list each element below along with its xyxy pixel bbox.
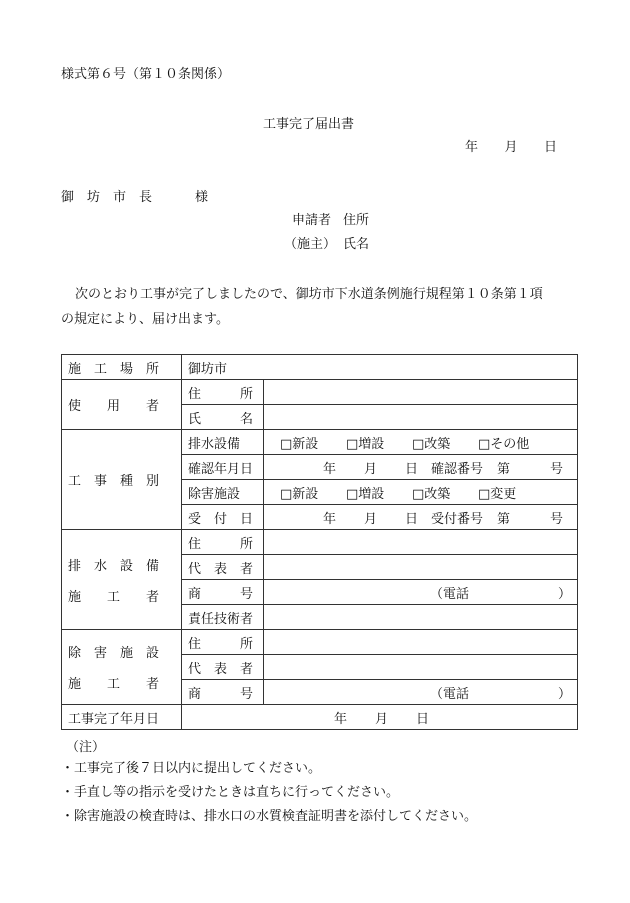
submission-date xyxy=(465,141,557,154)
applicant-address-label: 住所 xyxy=(343,213,370,228)
engineer-field[interactable] xyxy=(264,605,578,630)
removal-contractor-line-1: 除 害 施 設 xyxy=(68,646,160,661)
site-label: 施 工 場 所 xyxy=(62,355,182,380)
honorific: 様 xyxy=(195,190,209,205)
drainage-options xyxy=(264,430,578,455)
removal-contractor-address-field[interactable] xyxy=(264,630,578,655)
addressee: 御 坊 市 長 xyxy=(61,190,153,205)
removal-add-checkbox[interactable]: □増設 xyxy=(346,486,385,502)
user-name-field[interactable] xyxy=(264,405,578,430)
drainage-contractor-line-1: 排 水 設 備 xyxy=(68,558,160,574)
drainage-add-checkbox[interactable]: □増設 xyxy=(346,436,385,452)
drainage-label: 排水設備 xyxy=(182,430,264,455)
receipt-date-field[interactable] xyxy=(264,505,578,530)
completion-date-label: 工事完了年月日 xyxy=(62,705,182,730)
removal-contractor-rep-field[interactable] xyxy=(264,655,578,680)
user-name-label: 氏 名 xyxy=(182,405,264,430)
number-prefix: 第 xyxy=(497,511,511,527)
note-item: ・手直し等の指示を受けたときは直ちに行ってください。 xyxy=(61,785,400,800)
confirm-date-field[interactable] xyxy=(264,455,578,480)
table-row xyxy=(62,530,578,555)
month-unit: 月 xyxy=(364,461,378,477)
drainage-contractor-address-field[interactable] xyxy=(264,530,578,555)
intro-line-2: の規定により、届け出ます。 xyxy=(61,312,229,327)
drainage-contractor-label xyxy=(62,530,182,630)
removal-new-checkbox[interactable]: □新設 xyxy=(280,486,319,502)
removal-options xyxy=(264,480,578,505)
drainage-contractor-address-label: 住 所 xyxy=(182,530,264,555)
number-suffix: 号 xyxy=(550,461,564,477)
date-year: 年 xyxy=(465,140,479,155)
removal-renovate-checkbox[interactable]: □改築 xyxy=(412,486,451,502)
engineer-label: 責任技術者 xyxy=(182,605,264,630)
notes-list xyxy=(61,762,477,832)
table-row xyxy=(62,355,578,380)
month-unit: 月 xyxy=(375,711,389,727)
phone-close: ） xyxy=(558,686,572,702)
note-item: ・除害施設の検査時は、排水口の水質検査証明書を添付してください。 xyxy=(61,809,478,824)
receipt-label: 受 付 日 xyxy=(182,505,264,530)
table-row xyxy=(62,705,578,730)
user-label: 使 用 者 xyxy=(62,380,182,430)
removal-contractor-trade-field[interactable] xyxy=(264,680,578,705)
table-row xyxy=(62,380,578,405)
drainage-contractor-rep-label: 代 表 者 xyxy=(182,555,264,580)
number-prefix: 第 xyxy=(497,461,511,477)
year-unit: 年 xyxy=(323,511,337,527)
number-suffix: 号 xyxy=(550,511,564,527)
phone-label: （電話 xyxy=(430,586,470,602)
year-unit: 年 xyxy=(334,711,348,727)
removal-contractor-rep-label: 代 表 者 xyxy=(182,655,264,680)
drainage-contractor-line-2: 施 工 者 xyxy=(68,589,160,605)
date-month: 月 xyxy=(504,140,518,155)
drainage-new-checkbox[interactable]: □新設 xyxy=(280,436,319,452)
date-day: 日 xyxy=(543,140,557,155)
work-type-label: 工 事 種 別 xyxy=(62,430,182,530)
removal-contractor-address-label: 住 所 xyxy=(182,630,264,655)
drainage-contractor-rep-field[interactable] xyxy=(264,555,578,580)
notes-section xyxy=(66,741,105,763)
drainage-contractor-trade-field[interactable] xyxy=(264,580,578,605)
removal-change-checkbox[interactable]: □変更 xyxy=(478,486,517,502)
day-unit: 日 xyxy=(416,711,430,727)
applicant-owner: （施主） xyxy=(284,237,337,252)
completion-date-field[interactable] xyxy=(182,705,578,730)
applicant-role: 申請者 xyxy=(292,213,332,228)
form-number: 様式第６号（第１０条関係） xyxy=(61,67,231,82)
table-row xyxy=(62,430,578,455)
drainage-renovate-checkbox[interactable]: □改築 xyxy=(412,436,451,452)
completion-form-table xyxy=(61,354,578,730)
receipt-number-label: 受付番号 xyxy=(431,511,484,527)
removal-contractor-trade-label: 商 号 xyxy=(182,680,264,705)
phone-close: ） xyxy=(558,586,572,602)
month-unit: 月 xyxy=(364,511,378,527)
removal-contractor-line-2: 施 工 者 xyxy=(68,677,160,692)
confirm-date-label: 確認年月日 xyxy=(182,455,264,480)
user-address-field[interactable] xyxy=(264,380,578,405)
drainage-contractor-trade-label: 商 号 xyxy=(182,580,264,605)
user-address-label: 住 所 xyxy=(182,380,264,405)
site-value[interactable]: 御坊市 xyxy=(182,355,578,380)
removal-label: 除害施設 xyxy=(182,480,264,505)
day-unit: 日 xyxy=(405,461,419,477)
notes-heading: （注） xyxy=(66,740,106,755)
table-row xyxy=(62,630,578,655)
day-unit: 日 xyxy=(405,511,419,527)
year-unit: 年 xyxy=(323,461,337,477)
document-title: 工事完了届出書 xyxy=(263,117,355,132)
confirm-number-label: 確認番号 xyxy=(431,461,484,477)
drainage-other-checkbox[interactable]: □その他 xyxy=(478,436,530,452)
note-item: ・工事完了後７日以内に提出してください。 xyxy=(61,761,322,776)
phone-label: （電話 xyxy=(430,686,470,702)
removal-contractor-label xyxy=(62,630,182,705)
applicant-name-label: 氏名 xyxy=(343,237,370,252)
intro-line-1: 次のとおり工事が完了しましたので、御坊市下水道条例施行規程第１０条第１項 xyxy=(75,287,543,302)
